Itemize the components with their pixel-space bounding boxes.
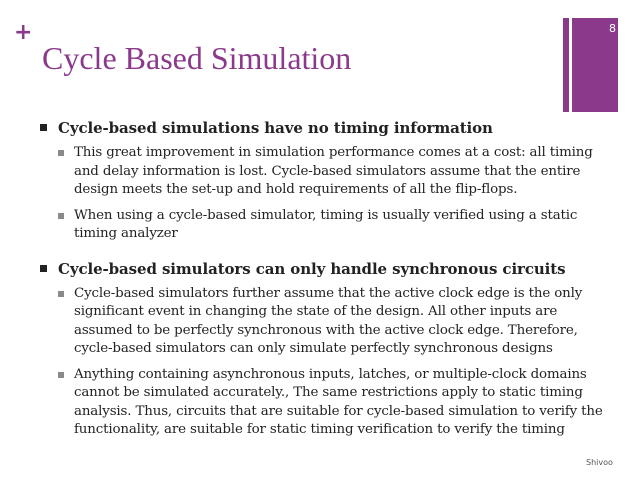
footer-author: Shivoo: [586, 458, 613, 467]
square-bullet-icon: [58, 213, 64, 219]
bullet-text: Cycle-based simulations have no timing information: [58, 119, 493, 137]
bullet-level2: [58, 207, 610, 244]
bullet-text: Cycle-based simulators can only handle synchronous circuits: [58, 259, 566, 278]
accent-bar: [563, 18, 569, 112]
square-bullet-icon: [40, 265, 47, 272]
sub-bullet-list: [58, 144, 610, 244]
bullet-text: When using a cycle-based simulator, timing is usually verified using a static timing analyzer: [74, 207, 578, 241]
square-bullet-icon: [40, 124, 47, 131]
bullet-level1: [40, 259, 610, 279]
square-bullet-icon: [58, 372, 64, 378]
bullet-text: Anything containing asynchronous inputs, latches, or multiple-clock domains cannot be simulated accurately., The same restrictions apply to static timing analysis. Thus, circuits that are suitable for cycle-based simulation to verify the functionality, are suitable for static timing verification to verify the timing: [74, 366, 603, 437]
bullet-level2: [58, 285, 610, 359]
plus-icon: +: [14, 20, 33, 45]
bullet-level2: [58, 366, 610, 440]
slide-content: [40, 118, 610, 447]
sub-bullet-list: [58, 285, 610, 440]
square-bullet-icon: [58, 150, 64, 156]
bullet-text: Cycle-based simulators further assume that the active clock edge is the only significant event in changing the state of the design. All other inputs are assumed to be perfectly synchronous with the active clock edge. Therefore, cycle-based simulators can only simulate perfectly synchronous designs: [74, 285, 583, 356]
square-bullet-icon: [58, 291, 64, 297]
bullet-level1: [40, 118, 610, 138]
page-number: 8: [609, 22, 616, 35]
slide-title: Cycle Based Simulation: [42, 40, 352, 76]
bullet-text: This great improvement in simulation performance comes at a cost: all timing and delay information is lost. Cycle-based simulators assume that the entire design meets the set-up and hold requirements of all the flip-flops.: [74, 145, 593, 197]
bullet-level2: [58, 144, 610, 200]
